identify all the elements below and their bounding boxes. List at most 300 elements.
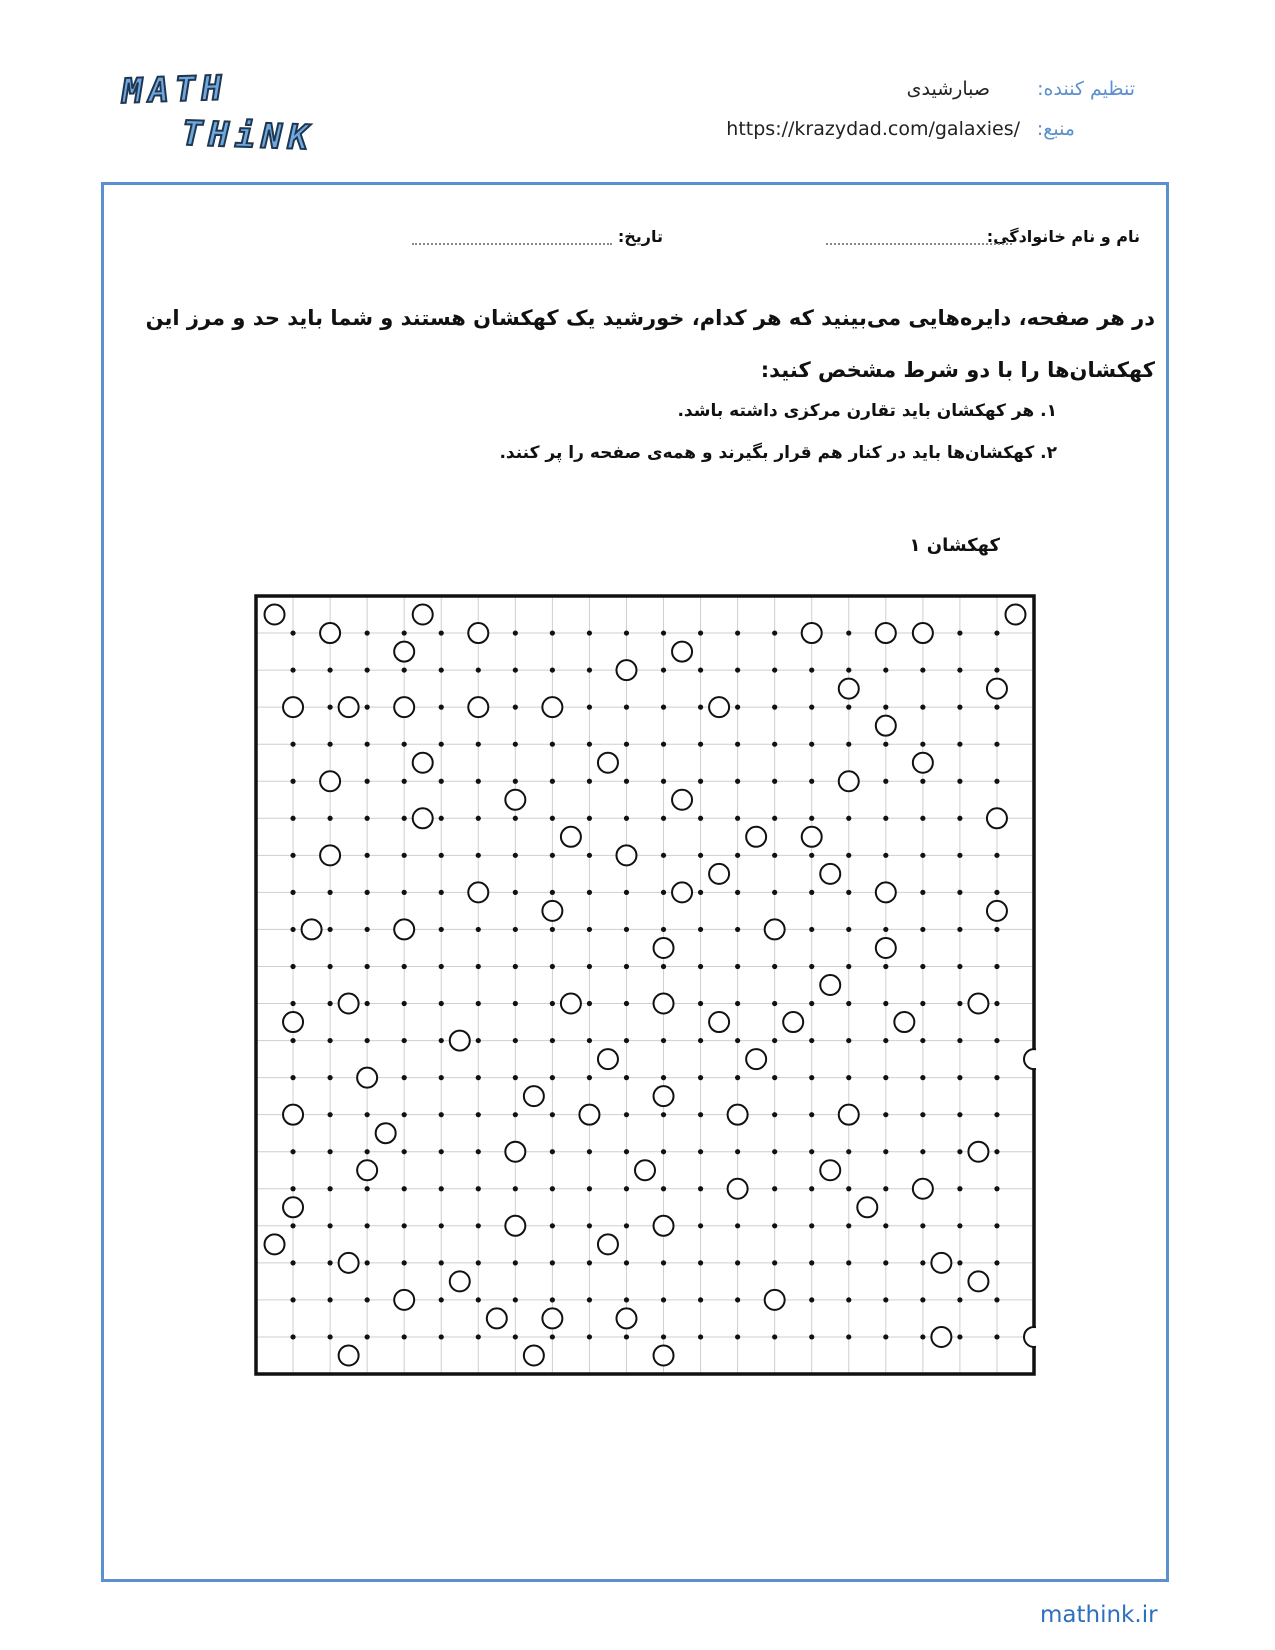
grid-vertex-dot bbox=[809, 1297, 814, 1302]
galaxy-center-circle[interactable] bbox=[450, 1031, 470, 1051]
galaxy-center-circle[interactable] bbox=[283, 1105, 303, 1125]
grid-vertex-dot bbox=[772, 1001, 777, 1006]
grid-vertex-dot bbox=[365, 890, 370, 895]
grid-vertex-dot bbox=[476, 1297, 481, 1302]
galaxy-center-circle[interactable] bbox=[820, 864, 840, 884]
footer-site[interactable]: mathink.ir bbox=[1040, 1602, 1158, 1628]
grid-vertex-dot bbox=[772, 667, 777, 672]
grid-vertex-dot bbox=[624, 1038, 629, 1043]
grid-vertex-dot bbox=[587, 1149, 592, 1154]
galaxy-center-circle[interactable] bbox=[339, 994, 359, 1014]
galaxy-center-circle[interactable] bbox=[820, 975, 840, 995]
grid-vertex-dot bbox=[735, 1001, 740, 1006]
grid-vertex-dot bbox=[587, 927, 592, 932]
grid-vertex-dot bbox=[883, 1334, 888, 1339]
grid-vertex-dot bbox=[327, 1186, 332, 1191]
grid-vertex-dot bbox=[402, 1001, 407, 1006]
grid-vertex-dot bbox=[772, 853, 777, 858]
grid-vertex-dot bbox=[290, 816, 295, 821]
grid-vertex-dot bbox=[957, 1260, 962, 1265]
galaxy-center-circle[interactable] bbox=[802, 827, 822, 847]
grid-vertex-dot bbox=[809, 816, 814, 821]
galaxy-center-circle[interactable] bbox=[654, 1216, 674, 1236]
grid-vertex-dot bbox=[920, 1001, 925, 1006]
grid-vertex-dot bbox=[735, 1297, 740, 1302]
galaxy-center-circle[interactable] bbox=[968, 994, 988, 1014]
grid-vertex-dot bbox=[809, 667, 814, 672]
grid-vertex-dot bbox=[513, 1334, 518, 1339]
galaxy-center-circle[interactable] bbox=[746, 1049, 766, 1069]
galaxy-center-circle[interactable] bbox=[968, 1142, 988, 1162]
grid-vertex-dot bbox=[809, 742, 814, 747]
grid-vertex-dot bbox=[920, 964, 925, 969]
puzzle-title: کهکشان ۱ bbox=[909, 535, 1000, 556]
grid-vertex-dot bbox=[994, 1001, 999, 1006]
grid-vertex-dot bbox=[994, 1075, 999, 1080]
grid-vertex-dot bbox=[661, 742, 666, 747]
grid-vertex-dot bbox=[920, 742, 925, 747]
grid-vertex-dot bbox=[957, 779, 962, 784]
grid-vertex-dot bbox=[402, 890, 407, 895]
rule-2: ۲. کهکشان‌ها باید در کنار هم قرار بگیرند و همه‌ی صفحه را پر کنند. bbox=[499, 443, 1057, 463]
galaxy-center-circle[interactable] bbox=[394, 919, 414, 939]
grid-vertex-dot bbox=[772, 1038, 777, 1043]
grid-vertex-dot bbox=[402, 1186, 407, 1191]
grid-vertex-dot bbox=[883, 853, 888, 858]
galaxy-center-circle[interactable] bbox=[1024, 1327, 1036, 1347]
grid-vertex-dot bbox=[846, 1149, 851, 1154]
grid-vertex-dot bbox=[402, 742, 407, 747]
grid-vertex-dot bbox=[846, 1260, 851, 1265]
grid-vertex-dot bbox=[661, 1038, 666, 1043]
galaxy-center-circle[interactable] bbox=[839, 771, 859, 791]
grid-vertex-dot bbox=[513, 742, 518, 747]
galaxy-center-circle[interactable] bbox=[561, 994, 581, 1014]
grid-vertex-dot bbox=[402, 816, 407, 821]
grid-vertex-dot bbox=[402, 1112, 407, 1117]
grid-vertex-dot bbox=[365, 1334, 370, 1339]
galaxy-center-circle[interactable] bbox=[616, 845, 636, 865]
grid-vertex-dot bbox=[365, 1260, 370, 1265]
grid-vertex-dot bbox=[846, 890, 851, 895]
grid-vertex-dot bbox=[290, 853, 295, 858]
grid-vertex-dot bbox=[994, 779, 999, 784]
grid-vertex-dot bbox=[587, 890, 592, 895]
galaxy-center-circle[interactable] bbox=[505, 1216, 525, 1236]
grid-vertex-dot bbox=[809, 1075, 814, 1080]
grid-vertex-dot bbox=[439, 853, 444, 858]
grid-vertex-dot bbox=[624, 1334, 629, 1339]
grid-vertex-dot bbox=[661, 779, 666, 784]
grid-vertex-dot bbox=[365, 630, 370, 635]
galaxy-center-circle[interactable] bbox=[302, 919, 322, 939]
grid-vertex-dot bbox=[550, 630, 555, 635]
grid-vertex-dot bbox=[439, 1186, 444, 1191]
grid-vertex-dot bbox=[587, 816, 592, 821]
grid-vertex-dot bbox=[809, 853, 814, 858]
grid-vertex-dot bbox=[587, 1038, 592, 1043]
grid-vertex-dot bbox=[439, 964, 444, 969]
galaxy-center-circle[interactable] bbox=[579, 1105, 599, 1125]
galaxy-center-circle[interactable] bbox=[468, 623, 488, 643]
grid-vertex-dot bbox=[290, 667, 295, 672]
grid-vertex-dot bbox=[661, 667, 666, 672]
grid-vertex-dot bbox=[846, 1223, 851, 1228]
grid-vertex-dot bbox=[994, 1186, 999, 1191]
grid-vertex-dot bbox=[513, 1186, 518, 1191]
grid-vertex-dot bbox=[846, 964, 851, 969]
grid-vertex-dot bbox=[327, 1297, 332, 1302]
grid-vertex-dot bbox=[476, 779, 481, 784]
grid-vertex-dot bbox=[550, 1075, 555, 1080]
grid-vertex-dot bbox=[846, 705, 851, 710]
grid-vertex-dot bbox=[550, 1186, 555, 1191]
grid-vertex-dot bbox=[772, 964, 777, 969]
grid-vertex-dot bbox=[476, 1149, 481, 1154]
grid-vertex-dot bbox=[957, 1001, 962, 1006]
grid-vertex-dot bbox=[476, 1075, 481, 1080]
galaxy-center-circle[interactable] bbox=[265, 1234, 285, 1254]
galaxy-center-circle[interactable] bbox=[654, 1345, 674, 1365]
grid-vertex-dot bbox=[957, 890, 962, 895]
galaxy-center-circle[interactable] bbox=[394, 697, 414, 717]
galaxies-puzzle[interactable] bbox=[254, 594, 1036, 1376]
grid-vertex-dot bbox=[624, 742, 629, 747]
grid-vertex-dot bbox=[735, 779, 740, 784]
grid-vertex-dot bbox=[661, 630, 666, 635]
galaxy-center-circle[interactable] bbox=[505, 1142, 525, 1162]
grid-vertex-dot bbox=[994, 853, 999, 858]
grid-vertex-dot bbox=[883, 1297, 888, 1302]
grid-vertex-dot bbox=[513, 1260, 518, 1265]
puzzle-grid[interactable] bbox=[254, 594, 1036, 1376]
grid-vertex-dot bbox=[550, 1112, 555, 1117]
grid-vertex-dot bbox=[290, 1075, 295, 1080]
grid-vertex-dot bbox=[439, 1001, 444, 1006]
grid-vertex-dot bbox=[624, 1149, 629, 1154]
galaxy-center-circle[interactable] bbox=[339, 1253, 359, 1273]
grid-vertex-dot bbox=[957, 667, 962, 672]
grid-vertex-dot bbox=[587, 630, 592, 635]
grid-vertex-dot bbox=[290, 1001, 295, 1006]
grid-vertex-dot bbox=[587, 742, 592, 747]
grid-vertex-dot bbox=[846, 1001, 851, 1006]
grid-vertex-dot bbox=[513, 927, 518, 932]
grid-vertex-dot bbox=[994, 1334, 999, 1339]
galaxy-center-circle[interactable] bbox=[709, 1012, 729, 1032]
grid-vertex-dot bbox=[290, 1334, 295, 1339]
grid-vertex-dot bbox=[476, 742, 481, 747]
name-label: نام و نام خانوادگی: bbox=[986, 227, 1140, 246]
grid-vertex-dot bbox=[513, 853, 518, 858]
galaxy-center-circle[interactable] bbox=[987, 808, 1007, 828]
grid-vertex-dot bbox=[920, 890, 925, 895]
grid-vertex-dot bbox=[402, 667, 407, 672]
galaxy-center-circle[interactable] bbox=[931, 1327, 951, 1347]
grid-vertex-dot bbox=[809, 1334, 814, 1339]
galaxy-center-circle[interactable] bbox=[672, 882, 692, 902]
grid-vertex-dot bbox=[402, 1038, 407, 1043]
grid-vertex-dot bbox=[883, 779, 888, 784]
grid-vertex-dot bbox=[365, 816, 370, 821]
grid-vertex-dot bbox=[957, 1334, 962, 1339]
galaxy-center-circle[interactable] bbox=[820, 1160, 840, 1180]
grid-vertex-dot bbox=[809, 1112, 814, 1117]
grid-vertex-dot bbox=[661, 1112, 666, 1117]
grid-vertex-dot bbox=[846, 667, 851, 672]
grid-vertex-dot bbox=[327, 1001, 332, 1006]
galaxy-center-circle[interactable] bbox=[598, 1049, 618, 1069]
galaxy-center-circle[interactable] bbox=[1024, 1049, 1036, 1069]
grid-vertex-dot bbox=[698, 705, 703, 710]
grid-vertex-dot bbox=[624, 630, 629, 635]
grid-vertex-dot bbox=[439, 630, 444, 635]
grid-vertex-dot bbox=[957, 705, 962, 710]
grid-vertex-dot bbox=[327, 816, 332, 821]
galaxy-center-circle[interactable] bbox=[394, 642, 414, 662]
grid-vertex-dot bbox=[661, 1075, 666, 1080]
grid-vertex-dot bbox=[624, 779, 629, 784]
galaxy-center-circle[interactable] bbox=[876, 716, 896, 736]
grid-vertex-dot bbox=[698, 964, 703, 969]
galaxy-center-circle[interactable] bbox=[339, 697, 359, 717]
grid-vertex-dot bbox=[698, 853, 703, 858]
grid-vertex-dot bbox=[661, 927, 666, 932]
galaxy-center-circle[interactable] bbox=[746, 827, 766, 847]
galaxy-center-circle[interactable] bbox=[468, 697, 488, 717]
grid-vertex-dot bbox=[698, 1297, 703, 1302]
galaxy-center-circle[interactable] bbox=[672, 642, 692, 662]
grid-vertex-dot bbox=[994, 1149, 999, 1154]
grid-vertex-dot bbox=[772, 1334, 777, 1339]
grid-vertex-dot bbox=[550, 742, 555, 747]
galaxy-center-circle[interactable] bbox=[357, 1068, 377, 1088]
grid-vertex-dot bbox=[327, 1038, 332, 1043]
grid-vertex-dot bbox=[735, 816, 740, 821]
galaxy-center-circle[interactable] bbox=[876, 938, 896, 958]
galaxy-center-circle[interactable] bbox=[283, 1012, 303, 1032]
galaxy-center-circle[interactable] bbox=[802, 623, 822, 643]
grid-vertex-dot bbox=[402, 630, 407, 635]
galaxy-center-circle[interactable] bbox=[913, 623, 933, 643]
galaxy-center-circle[interactable] bbox=[561, 827, 581, 847]
galaxy-center-circle[interactable] bbox=[339, 1345, 359, 1365]
grid-vertex-dot bbox=[735, 1149, 740, 1154]
grid-vertex-dot bbox=[698, 1038, 703, 1043]
galaxy-center-circle[interactable] bbox=[505, 790, 525, 810]
grid-vertex-dot bbox=[809, 1223, 814, 1228]
galaxy-center-circle[interactable] bbox=[968, 1271, 988, 1291]
grid-vertex-dot bbox=[365, 1112, 370, 1117]
galaxy-center-circle[interactable] bbox=[765, 919, 785, 939]
grid-vertex-dot bbox=[846, 1038, 851, 1043]
grid-vertex-dot bbox=[550, 1001, 555, 1006]
grid-vertex-dot bbox=[550, 779, 555, 784]
galaxy-center-circle[interactable] bbox=[542, 1308, 562, 1328]
grid-vertex-dot bbox=[365, 1223, 370, 1228]
grid-vertex-dot bbox=[290, 890, 295, 895]
grid-vertex-dot bbox=[439, 1334, 444, 1339]
galaxy-center-circle[interactable] bbox=[542, 697, 562, 717]
grid-vertex-dot bbox=[846, 1297, 851, 1302]
grid-vertex-dot bbox=[439, 742, 444, 747]
galaxy-center-circle[interactable] bbox=[987, 679, 1007, 699]
grid-vertex-dot bbox=[772, 742, 777, 747]
galaxy-center-circle[interactable] bbox=[894, 1012, 914, 1032]
grid-vertex-dot bbox=[809, 1149, 814, 1154]
grid-vertex-dot bbox=[439, 779, 444, 784]
grid-vertex-dot bbox=[513, 1112, 518, 1117]
grid-vertex-dot bbox=[402, 1260, 407, 1265]
galaxy-center-circle[interactable] bbox=[524, 1345, 544, 1365]
grid-vertex-dot bbox=[772, 816, 777, 821]
galaxy-center-circle[interactable] bbox=[524, 1086, 544, 1106]
grid-vertex-dot bbox=[735, 667, 740, 672]
grid-vertex-dot bbox=[957, 1297, 962, 1302]
galaxy-center-circle[interactable] bbox=[728, 1105, 748, 1125]
grid-vertex-dot bbox=[587, 779, 592, 784]
grid-vertex-dot bbox=[365, 1001, 370, 1006]
galaxy-center-circle[interactable] bbox=[320, 623, 340, 643]
source-link[interactable]: https://krazydad.com/galaxies/ bbox=[726, 118, 1020, 140]
grid-vertex-dot bbox=[883, 1038, 888, 1043]
grid-vertex-dot bbox=[587, 1260, 592, 1265]
grid-vertex-dot bbox=[809, 705, 814, 710]
grid-vertex-dot bbox=[809, 1186, 814, 1191]
galaxy-center-circle[interactable] bbox=[413, 808, 433, 828]
grid-vertex-dot bbox=[550, 1297, 555, 1302]
grid-vertex-dot bbox=[883, 1186, 888, 1191]
galaxy-center-circle[interactable] bbox=[616, 1308, 636, 1328]
galaxy-center-circle[interactable] bbox=[487, 1308, 507, 1328]
grid-vertex-dot bbox=[476, 816, 481, 821]
grid-vertex-dot bbox=[550, 667, 555, 672]
galaxy-center-circle[interactable] bbox=[283, 697, 303, 717]
grid-vertex-dot bbox=[883, 1075, 888, 1080]
grid-vertex-dot bbox=[513, 1038, 518, 1043]
galaxy-center-circle[interactable] bbox=[283, 1197, 303, 1217]
galaxy-center-circle[interactable] bbox=[709, 697, 729, 717]
galaxy-center-circle[interactable] bbox=[857, 1197, 877, 1217]
galaxy-center-circle[interactable] bbox=[709, 864, 729, 884]
grid-vertex-dot bbox=[624, 816, 629, 821]
galaxy-center-circle[interactable] bbox=[654, 938, 674, 958]
grid-vertex-dot bbox=[846, 816, 851, 821]
grid-vertex-dot bbox=[402, 1334, 407, 1339]
galaxy-center-circle[interactable] bbox=[839, 1105, 859, 1125]
galaxy-center-circle[interactable] bbox=[320, 771, 340, 791]
galaxy-center-circle[interactable] bbox=[468, 882, 488, 902]
grid-vertex-dot bbox=[994, 964, 999, 969]
name-field[interactable] bbox=[826, 243, 1012, 245]
grid-vertex-dot bbox=[439, 1038, 444, 1043]
grid-vertex-dot bbox=[883, 927, 888, 932]
grid-vertex-dot bbox=[661, 1186, 666, 1191]
galaxy-center-circle[interactable] bbox=[394, 1290, 414, 1310]
grid-vertex-dot bbox=[661, 964, 666, 969]
grid-vertex-dot bbox=[550, 1223, 555, 1228]
galaxy-center-circle[interactable] bbox=[987, 901, 1007, 921]
grid-vertex-dot bbox=[624, 1186, 629, 1191]
galaxy-center-circle[interactable] bbox=[839, 679, 859, 699]
date-field[interactable] bbox=[412, 243, 612, 245]
grid-vertex-dot bbox=[327, 1112, 332, 1117]
rule-1: ۱. هر کهکشان باید تقارن مرکزی داشته باشد. bbox=[677, 401, 1057, 421]
grid-vertex-dot bbox=[624, 1075, 629, 1080]
grid-vertex-dot bbox=[920, 1260, 925, 1265]
galaxy-center-circle[interactable] bbox=[672, 790, 692, 810]
grid-vertex-dot bbox=[365, 1038, 370, 1043]
galaxy-center-circle[interactable] bbox=[654, 1086, 674, 1106]
grid-vertex-dot bbox=[846, 927, 851, 932]
galaxy-center-circle[interactable] bbox=[413, 753, 433, 773]
grid-vertex-dot bbox=[587, 1075, 592, 1080]
grid-vertex-dot bbox=[476, 1112, 481, 1117]
grid-vertex-dot bbox=[994, 890, 999, 895]
grid-vertex-dot bbox=[327, 1075, 332, 1080]
galaxy-center-circle[interactable] bbox=[413, 605, 433, 625]
grid-vertex-dot bbox=[772, 1260, 777, 1265]
grid-vertex-dot bbox=[846, 1075, 851, 1080]
grid-vertex-dot bbox=[327, 1334, 332, 1339]
grid-vertex-dot bbox=[883, 964, 888, 969]
galaxy-center-circle[interactable] bbox=[265, 605, 285, 625]
grid-vertex-dot bbox=[513, 1297, 518, 1302]
galaxy-center-circle[interactable] bbox=[765, 1290, 785, 1310]
organizer-value: صبارشیدی bbox=[906, 78, 990, 100]
galaxy-center-circle[interactable] bbox=[598, 753, 618, 773]
galaxy-center-circle[interactable] bbox=[376, 1123, 396, 1143]
galaxy-center-circle[interactable] bbox=[931, 1253, 951, 1273]
grid-vertex-dot bbox=[513, 816, 518, 821]
grid-vertex-dot bbox=[439, 667, 444, 672]
galaxy-center-circle[interactable] bbox=[450, 1271, 470, 1291]
grid-vertex-dot bbox=[476, 964, 481, 969]
galaxy-center-circle[interactable] bbox=[654, 994, 674, 1014]
grid-vertex-dot bbox=[883, 1260, 888, 1265]
galaxy-center-circle[interactable] bbox=[876, 623, 896, 643]
grid-vertex-dot bbox=[476, 1223, 481, 1228]
galaxy-center-circle[interactable] bbox=[320, 845, 340, 865]
galaxy-center-circle[interactable] bbox=[542, 901, 562, 921]
grid-vertex-dot bbox=[513, 630, 518, 635]
grid-vertex-dot bbox=[476, 1038, 481, 1043]
galaxy-center-circle[interactable] bbox=[1005, 605, 1025, 625]
galaxy-center-circle[interactable] bbox=[598, 1234, 618, 1254]
grid-vertex-dot bbox=[290, 1149, 295, 1154]
grid-vertex-dot bbox=[698, 890, 703, 895]
grid-vertex-dot bbox=[365, 779, 370, 784]
grid-vertex-dot bbox=[661, 1334, 666, 1339]
galaxy-center-circle[interactable] bbox=[357, 1160, 377, 1180]
grid-vertex-dot bbox=[513, 890, 518, 895]
galaxy-center-circle[interactable] bbox=[783, 1012, 803, 1032]
grid-vertex-dot bbox=[809, 1038, 814, 1043]
galaxy-center-circle[interactable] bbox=[876, 882, 896, 902]
grid-vertex-dot bbox=[735, 890, 740, 895]
galaxy-center-circle[interactable] bbox=[635, 1160, 655, 1180]
galaxy-center-circle[interactable] bbox=[616, 660, 636, 680]
grid-vertex-dot bbox=[772, 1075, 777, 1080]
date-label: تاریخ: bbox=[617, 227, 663, 246]
galaxy-center-circle[interactable] bbox=[913, 753, 933, 773]
grid-vertex-dot bbox=[735, 964, 740, 969]
grid-vertex-dot bbox=[994, 630, 999, 635]
galaxy-center-circle[interactable] bbox=[913, 1179, 933, 1199]
grid-vertex-dot bbox=[920, 667, 925, 672]
galaxy-center-circle[interactable] bbox=[728, 1179, 748, 1199]
grid-vertex-dot bbox=[476, 1186, 481, 1191]
